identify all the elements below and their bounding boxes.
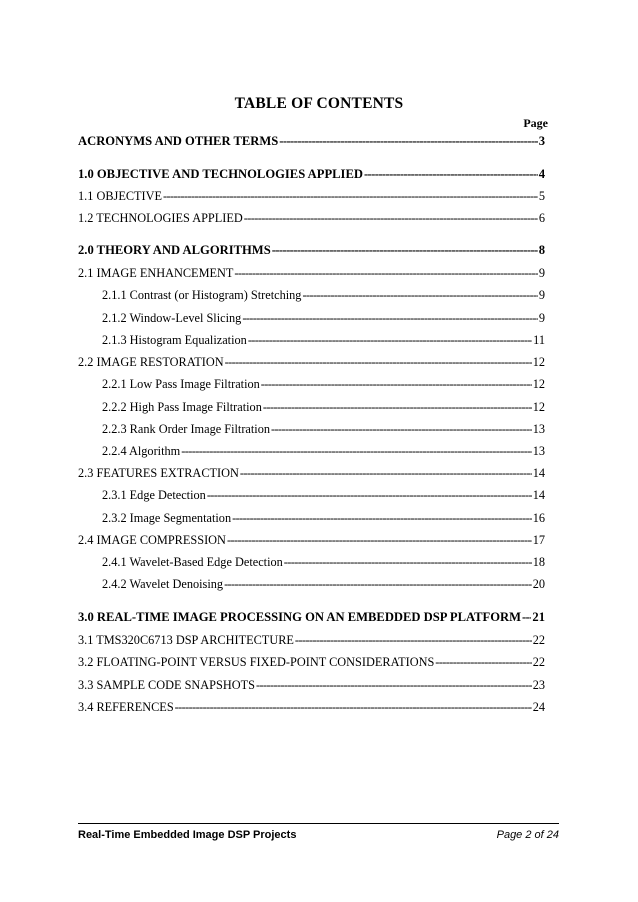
toc-entry[interactable]: 3.2 FLOATING-POINT VERSUS FIXED-POINT CONSIDERATIONS ----- 22 (78, 654, 545, 670)
footer-page-number: Page 2 of 24 (496, 829, 559, 841)
toc-entry[interactable]: 1.2 TECHNOLOGIES APPLIED ----- 6 (78, 210, 545, 226)
toc-entry[interactable]: 2.4 IMAGE COMPRESSION ----- 17 (78, 532, 545, 548)
toc-entry[interactable]: 2.1.2 Window-Level Slicing ----- 9 (102, 310, 545, 326)
toc-entry[interactable]: 3.0 REAL-TIME IMAGE PROCESSING ON AN EMBEDDED DSP PLATFORM ----- 21 (78, 609, 545, 625)
footer-doc-title: Real-Time Embedded Image DSP Projects (78, 829, 297, 841)
toc-entry[interactable]: 2.3.1 Edge Detection ----- 14 (102, 487, 545, 503)
toc-entry[interactable]: 1.1 OBJECTIVE ----- 5 (78, 188, 545, 204)
toc-entry[interactable]: 2.2.1 Low Pass Image Filtration ----- 12 (102, 376, 545, 392)
toc-entry[interactable]: 2.2.3 Rank Order Image Filtration ----- 13 (102, 421, 545, 437)
toc-entry[interactable]: 2.2.2 High Pass Image Filtration ----- 12 (102, 399, 545, 415)
toc-entry[interactable]: 2.2 IMAGE RESTORATION ----- 12 (78, 354, 545, 370)
toc-entry[interactable]: 2.1.1 Contrast (or Histogram) Stretching ----- 9 (102, 287, 545, 303)
toc-title: TABLE OF CONTENTS (234, 95, 404, 112)
toc-entry[interactable]: 2.3.2 Image Segmentation ----- 16 (102, 510, 545, 526)
toc-entry[interactable]: 2.4.1 Wavelet-Based Edge Detection ----- 18 (102, 554, 545, 570)
toc-entry[interactable]: ACRONYMS AND OTHER TERMS ----- 3 (78, 133, 545, 149)
toc-entry[interactable]: 2.0 THEORY AND ALGORITHMS ----- 8 (78, 242, 545, 258)
toc-entry[interactable]: 3.3 SAMPLE CODE SNAPSHOTS ----- 23 (78, 677, 545, 693)
toc-entry[interactable]: 2.2.4 Algorithm ----- 13 (102, 443, 545, 459)
page-column-label: Page (523, 116, 548, 130)
toc-entry[interactable]: 3.1 TMS320C6713 DSP ARCHITECTURE ----- 22 (78, 632, 545, 648)
toc-entry[interactable]: 2.1 IMAGE ENHANCEMENT ----- 9 (78, 265, 545, 281)
toc-entry[interactable]: 3.4 REFERENCES ----- 24 (78, 699, 545, 715)
footer-divider (78, 823, 559, 824)
toc-entry[interactable]: 2.1.3 Histogram Equalization ----- 11 (102, 332, 545, 348)
toc-entry[interactable]: 2.3 FEATURES EXTRACTION ----- 14 (78, 465, 545, 481)
toc-entry[interactable]: 1.0 OBJECTIVE AND TECHNOLOGIES APPLIED ----- 4 (78, 166, 545, 182)
toc-entry[interactable]: 2.4.2 Wavelet Denoising ----- 20 (102, 576, 545, 592)
